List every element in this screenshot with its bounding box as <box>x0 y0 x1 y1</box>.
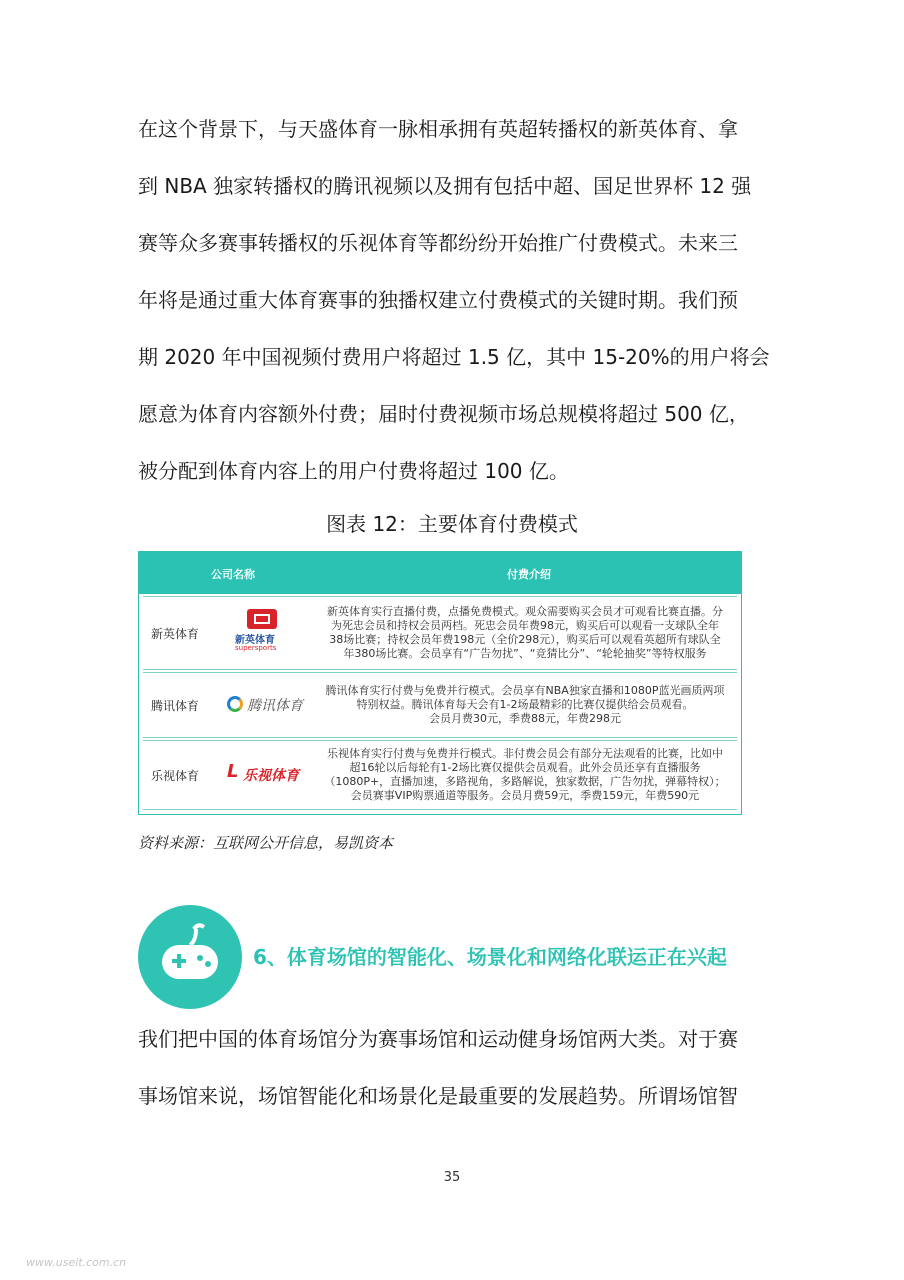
paragraph-line: 年将是通过重大体育赛事的独播权建立付费模式的关键时期。我们预 <box>138 288 738 312</box>
paragraph-line: 被分配到体育内容上的用户付费将超过 100 亿。 <box>138 459 569 483</box>
figure-caption: 图表 12：主要体育付费模式 <box>326 512 578 536</box>
supersports-logo-icon <box>227 609 297 655</box>
desc-line: 新英体育实行直播付费，点播免费模式。观众需要购买会员才可观看比赛直播。分 <box>327 605 723 618</box>
company-name: 腾讯体育 <box>151 699 200 713</box>
logo-text: 新英体育 <box>235 635 275 646</box>
table-row <box>143 672 737 738</box>
desc-line: 会员月费30元，季费88元，年费298元 <box>429 712 621 725</box>
tencent-sports-logo-icon <box>227 691 317 719</box>
logo-text: 腾讯体育 <box>247 698 303 714</box>
table-row <box>143 596 737 670</box>
page-number: 35 <box>443 1170 461 1185</box>
paragraph-line: 赛等众多赛事转播权的乐视体育等都纷纷开始推广付费模式。未来三 <box>138 231 738 255</box>
header-company: 公司名称 <box>211 568 255 581</box>
header-description: 付费介绍 <box>507 568 551 581</box>
desc-line: 乐视体育实行付费与免费并行模式。非付费会员会有部分无法观看的比赛，比如中 <box>327 747 723 760</box>
section-title: 6、体育场馆的智能化、场景化和网络化联运正在兴起 <box>253 945 727 969</box>
desc-line: （1080P+，直播加速，多路视角，多路解说，独家数据，广告勿扰，弹幕特权）； <box>324 775 726 788</box>
desc-line: 为死忠会员和持权会员两档。死忠会员年费98元，购买后可以观看一支球队全年 <box>331 619 719 632</box>
watermark: www.useit.com.cn <box>26 1256 127 1269</box>
paragraph-line: 到 NBA 独家转播权的腾讯视频以及拥有包括中超、国足世界杯 12 强 <box>138 174 752 198</box>
desc-line: 年380场比赛。会员享有“广告勿扰”、“竞猜比分”、“轮轮抽奖”等特权服务 <box>343 647 707 660</box>
desc-line: 会员赛事VIP购票通道等服务。会员月费59元，季费159元，年费590元 <box>350 789 700 802</box>
source-note: 资料来源：互联网公开信息，易凯资本 <box>138 834 394 852</box>
company-name: 乐视体育 <box>151 769 200 783</box>
desc-line: 腾讯体育实行付费与免费并行模式。会员享有NBA独家直播和1080P蓝光画质两项 <box>325 684 725 697</box>
payment-description <box>319 684 731 726</box>
payment-description <box>319 605 731 661</box>
logo-subtext: supersports <box>235 644 277 652</box>
paragraph-line: 期 2020 年中国视频付费用户将超过 1.5 亿，其中 15-20%的用户将会 <box>138 345 770 369</box>
table-header <box>139 552 741 594</box>
paragraph-line: 我们把中国的体育场馆分为赛事场馆和运动健身场馆两大类。对于赛 <box>138 1027 738 1051</box>
desc-line: 38场比赛；持权会员年费198元（全价298元），购买后可以观看英超所有球队全 <box>329 633 721 646</box>
paragraph-line: 事场馆来说，场馆智能化和场景化是最重要的发展趋势。所谓场馆智 <box>138 1084 738 1108</box>
desc-line: 特别权益。腾讯体育每天会有1-2场最精彩的比赛仅提供给会员观看。 <box>356 698 694 711</box>
payment-model-table <box>138 551 742 815</box>
gamepad-glyph <box>138 905 242 1009</box>
logo-text: 乐视体育 <box>243 768 299 784</box>
desc-line: 超16轮以后每轮有1-2场比赛仅提供会员观看。此外会员还享有直播服务 <box>349 761 701 774</box>
payment-description <box>319 747 731 803</box>
gamepad-icon <box>138 905 242 1009</box>
paragraph-line: 在这个背景下，与天盛体育一脉相承拥有英超转播权的新英体育、拿 <box>138 117 738 141</box>
letv-sports-logo-icon: L 乐视体育 <box>227 761 299 784</box>
paragraph-line: 愿意为体育内容额外付费；届时付费视频市场总规模将超过 500 亿， <box>138 402 749 426</box>
company-name: 新英体育 <box>151 627 200 641</box>
table-row <box>143 740 737 810</box>
